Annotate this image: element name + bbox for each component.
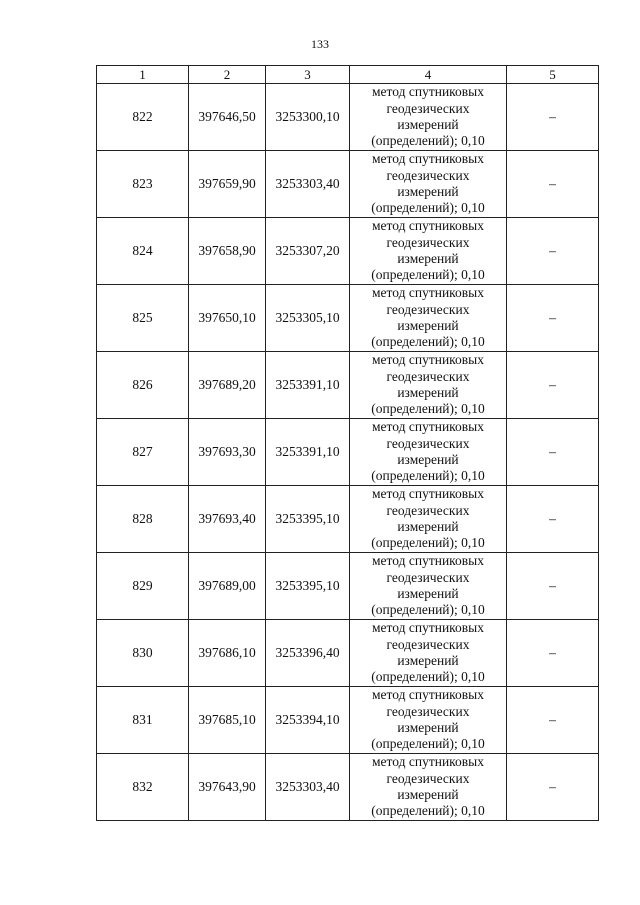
point-number-cell: 822 xyxy=(97,84,189,151)
table-row xyxy=(97,486,599,553)
point-number-cell: 825 xyxy=(97,285,189,352)
method-text-line: геодезических xyxy=(386,569,470,585)
x-coordinate-cell: 397650,10 xyxy=(189,285,266,352)
table-row xyxy=(97,553,599,620)
method-cell xyxy=(350,84,507,151)
coordinates-table xyxy=(96,65,599,821)
column-header: 2 xyxy=(189,66,266,84)
method-text-line: геодезических xyxy=(386,368,470,384)
method-text-line: метод спутниковых xyxy=(372,352,484,368)
x-coordinate-cell: 397646,50 xyxy=(189,84,266,151)
note-cell: – xyxy=(507,419,599,486)
x-coordinate-cell: 397693,40 xyxy=(189,486,266,553)
point-number-cell: 828 xyxy=(97,486,189,553)
note-cell: – xyxy=(507,486,599,553)
table-row xyxy=(97,285,599,352)
method-text-line: (определений); 0,10 xyxy=(371,334,485,350)
column-header: 1 xyxy=(97,66,189,84)
method-text-line: измерений xyxy=(397,318,459,333)
y-coordinate-cell: 3253394,10 xyxy=(266,687,350,754)
note-cell: – xyxy=(507,84,599,151)
method-cell xyxy=(350,687,507,754)
table-row xyxy=(97,218,599,285)
method-text-line: измерений xyxy=(397,117,459,132)
x-coordinate-cell: 397658,90 xyxy=(189,218,266,285)
method-text-line: (определений); 0,10 xyxy=(371,602,485,618)
column-header: 4 xyxy=(350,66,507,84)
method-cell xyxy=(350,754,507,821)
y-coordinate-cell: 3253391,10 xyxy=(266,352,350,419)
point-number-cell: 830 xyxy=(97,620,189,687)
method-text-line: (определений); 0,10 xyxy=(371,535,485,551)
y-coordinate-cell: 3253391,10 xyxy=(266,419,350,486)
method-text-line: метод спутниковых xyxy=(372,553,484,569)
method-text-line: метод спутниковых xyxy=(372,285,484,301)
x-coordinate-cell: 397689,00 xyxy=(189,553,266,620)
point-number-cell: 831 xyxy=(97,687,189,754)
method-text-line: (определений); 0,10 xyxy=(371,669,485,685)
method-text-line: геодезических xyxy=(386,502,470,518)
x-coordinate-cell: 397643,90 xyxy=(189,754,266,821)
method-text-line: (определений); 0,10 xyxy=(371,133,485,149)
y-coordinate-cell: 3253303,40 xyxy=(266,151,350,218)
method-text-line: метод спутниковых xyxy=(372,218,484,234)
table-row xyxy=(97,620,599,687)
point-number-cell: 823 xyxy=(97,151,189,218)
table-row xyxy=(97,352,599,419)
x-coordinate-cell: 397689,20 xyxy=(189,352,266,419)
x-coordinate-cell: 397659,90 xyxy=(189,151,266,218)
method-text-line: метод спутниковых xyxy=(372,84,484,100)
note-cell: – xyxy=(507,620,599,687)
method-text-line: метод спутниковых xyxy=(372,754,484,770)
y-coordinate-cell: 3253395,10 xyxy=(266,486,350,553)
x-coordinate-cell: 397686,10 xyxy=(189,620,266,687)
method-text-line: геодезических xyxy=(386,100,470,116)
method-text-line: метод спутниковых xyxy=(372,687,484,703)
method-text-line: измерений xyxy=(397,452,459,467)
method-text-line: геодезических xyxy=(386,435,470,451)
point-number-cell: 829 xyxy=(97,553,189,620)
method-text-line: измерений xyxy=(397,787,459,802)
y-coordinate-cell: 3253395,10 xyxy=(266,553,350,620)
method-text-line: измерений xyxy=(397,251,459,266)
note-cell: – xyxy=(507,151,599,218)
method-text-line: геодезических xyxy=(386,636,470,652)
method-text-line: метод спутниковых xyxy=(372,151,484,167)
y-coordinate-cell: 3253300,10 xyxy=(266,84,350,151)
method-text-line: (определений); 0,10 xyxy=(371,200,485,216)
method-text-line: измерений xyxy=(397,720,459,735)
table-row xyxy=(97,84,599,151)
method-text-line: геодезических xyxy=(386,301,470,317)
method-cell xyxy=(350,218,507,285)
note-cell: – xyxy=(507,285,599,352)
point-number-cell: 826 xyxy=(97,352,189,419)
table-row xyxy=(97,151,599,218)
note-cell: – xyxy=(507,352,599,419)
method-cell xyxy=(350,285,507,352)
method-text-line: измерений xyxy=(397,653,459,668)
method-text-line: (определений); 0,10 xyxy=(371,267,485,283)
method-cell xyxy=(350,151,507,218)
y-coordinate-cell: 3253305,10 xyxy=(266,285,350,352)
note-cell: – xyxy=(507,754,599,821)
table-row xyxy=(97,687,599,754)
method-text-line: метод спутниковых xyxy=(372,486,484,502)
method-text-line: (определений); 0,10 xyxy=(371,401,485,417)
method-cell xyxy=(350,620,507,687)
note-cell: – xyxy=(507,553,599,620)
column-header: 5 xyxy=(507,66,599,84)
method-cell xyxy=(350,486,507,553)
method-text-line: геодезических xyxy=(386,703,470,719)
table-header-row xyxy=(97,66,599,84)
method-text-line: метод спутниковых xyxy=(372,419,484,435)
method-cell xyxy=(350,352,507,419)
x-coordinate-cell: 397685,10 xyxy=(189,687,266,754)
method-text-line: измерений xyxy=(397,519,459,534)
method-text-line: геодезических xyxy=(386,234,470,250)
method-text-line: измерений xyxy=(397,586,459,601)
y-coordinate-cell: 3253303,40 xyxy=(266,754,350,821)
method-text-line: (определений); 0,10 xyxy=(371,468,485,484)
method-text-line: (определений); 0,10 xyxy=(371,736,485,752)
point-number-cell: 827 xyxy=(97,419,189,486)
method-text-line: (определений); 0,10 xyxy=(371,803,485,819)
method-text-line: измерений xyxy=(397,385,459,400)
y-coordinate-cell: 3253307,20 xyxy=(266,218,350,285)
y-coordinate-cell: 3253396,40 xyxy=(266,620,350,687)
page-number: 133 xyxy=(311,37,329,51)
method-text-line: метод спутниковых xyxy=(372,620,484,636)
method-text-line: геодезических xyxy=(386,167,470,183)
point-number-cell: 824 xyxy=(97,218,189,285)
note-cell: – xyxy=(507,687,599,754)
note-cell: – xyxy=(507,218,599,285)
table-row xyxy=(97,754,599,821)
point-number-cell: 832 xyxy=(97,754,189,821)
method-cell xyxy=(350,419,507,486)
method-text-line: измерений xyxy=(397,184,459,199)
column-header: 3 xyxy=(266,66,350,84)
method-text-line: геодезических xyxy=(386,770,470,786)
method-cell xyxy=(350,553,507,620)
x-coordinate-cell: 397693,30 xyxy=(189,419,266,486)
table-row xyxy=(97,419,599,486)
